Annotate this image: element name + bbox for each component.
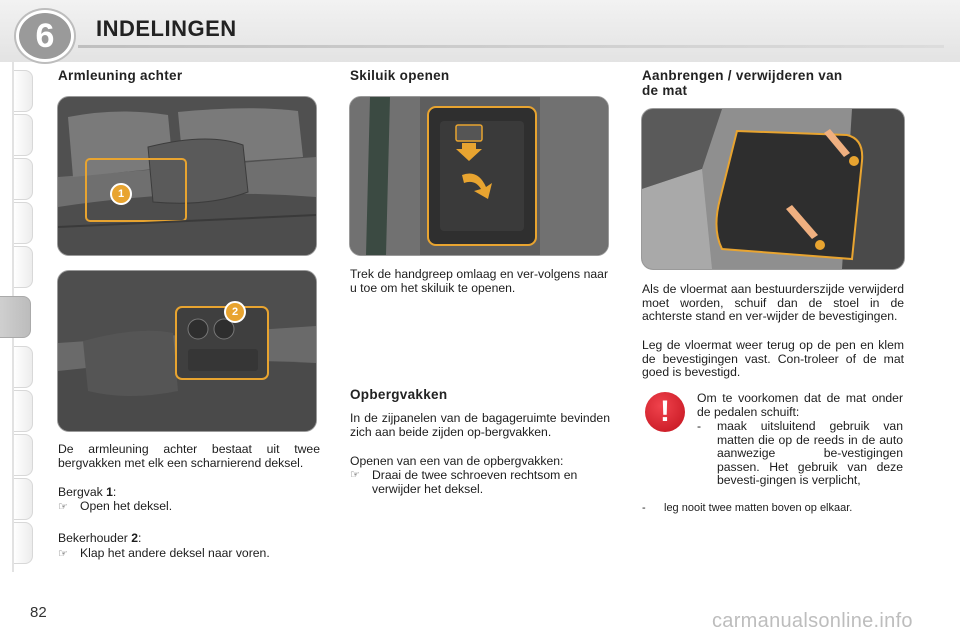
warning-item-1 <box>697 420 903 488</box>
chapter-tab-1[interactable] <box>14 70 33 112</box>
chapter-tab-6-active[interactable] <box>0 296 31 338</box>
bergvak-bullet-text: Open het deksel. <box>80 499 173 513</box>
warning-item-2-text: leg nooit twee matten boven op elkaar. <box>664 502 853 514</box>
callout-1: 1 <box>110 183 132 205</box>
houder-colon: : <box>137 531 142 545</box>
pointer-icon: ☞ <box>58 501 68 513</box>
mat-text2: Leg de vloermat weer terug op de pen en klem de bevestigingen vast. Con-troleer of de mat goed is bevestigd. <box>642 338 904 380</box>
warning-intro: Om te voorkomen dat de mat onder de pedalen schuift: <box>697 391 903 419</box>
chapter-tab-11[interactable] <box>14 522 33 564</box>
photo-ski-hatch <box>349 96 609 256</box>
chapter-tab-3[interactable] <box>14 158 33 200</box>
section-title-mat <box>642 68 842 98</box>
chapter-tab-4[interactable] <box>14 202 33 244</box>
houder-bullet-text: Klap het andere deksel naar voren. <box>80 546 270 560</box>
warning-item-2 <box>642 502 904 516</box>
chapter-badge: 6 <box>16 10 74 62</box>
chapter-tab-7[interactable] <box>14 346 33 388</box>
page-number: 82 <box>30 604 47 621</box>
chapter-tab-9[interactable] <box>14 434 33 476</box>
houder-label: Bekerhouder <box>58 531 132 545</box>
floor-mat-illustration <box>642 109 904 269</box>
bergvak-bullet <box>58 500 172 515</box>
houder-label-line <box>58 532 141 546</box>
armleuning-intro: De armleuning achter bestaat uit twee bergvakken met elk een scharnierend deksel. <box>58 442 320 470</box>
warning-item-1-text: maak uitsluitend gebruik van matten die op de reeds in de auto aanwezige be-vestigingen passen. Het gebruik van deze bevesti-gingen is verplicht, <box>717 419 903 488</box>
page-title: INDELINGEN <box>96 16 237 41</box>
watermark: carmanualsonline.info <box>712 610 913 632</box>
dash-2: - <box>642 502 646 514</box>
mat-text1: Als de vloermat aan bestuurderszijde verwijderd moet worden, schuif dan de stoel in de achterste stand en ver-wijder de bevestigingen. <box>642 282 904 324</box>
photo-armrest-open <box>57 270 317 432</box>
ski-hatch-illustration <box>350 97 608 255</box>
photo-floor-mat <box>641 108 905 270</box>
pointer-icon: ☞ <box>350 469 360 481</box>
opbergvakken-text2: Openen van een van de opbergvakken: <box>350 454 564 468</box>
photo-armrest-closed <box>57 96 317 256</box>
skiluik-text: Trek de handgreep omlaag en ver-volgens naar u toe om het skiluik te openen. <box>350 267 608 295</box>
bergvak-colon: : <box>112 485 117 499</box>
section-title-armleuning: Armleuning achter <box>58 68 183 83</box>
callout-2: 2 <box>224 301 246 323</box>
mat-title-line1: Aanbrengen / verwijderen van <box>642 68 843 83</box>
bergvak-label: Bergvak <box>58 485 107 499</box>
opbergvakken-text1: In de zijpanelen van de bagageruimte bevinden zich aan beide zijden op-bergvakken. <box>350 411 610 439</box>
chapter-tab-5[interactable] <box>14 246 33 288</box>
dash-1: - <box>697 419 702 433</box>
chapter-tab-2[interactable] <box>14 114 33 156</box>
opbergvakken-bullet <box>350 469 612 496</box>
bergvak-number: 1 <box>106 485 113 499</box>
mat-title-line2: de mat <box>642 83 688 98</box>
warning-icon: ! <box>645 392 685 432</box>
chapter-tab-10[interactable] <box>14 478 33 520</box>
chapter-tabs <box>0 62 34 582</box>
chapter-tab-8[interactable] <box>14 390 33 432</box>
houder-bullet <box>58 547 270 562</box>
armrest-open-illustration <box>58 271 316 431</box>
pointer-icon: ☞ <box>58 548 68 560</box>
header-divider <box>78 45 944 48</box>
houder-number: 2 <box>131 531 138 545</box>
armrest-closed-illustration <box>58 97 316 255</box>
section-title-opbergvakken: Opbergvakken <box>350 387 448 402</box>
opbergvakken-bullet-text: Draai de twee schroeven rechtsom en verwijder het deksel. <box>372 468 578 496</box>
bergvak-label-line <box>58 486 116 500</box>
section-title-skiluik: Skiluik openen <box>350 68 450 83</box>
